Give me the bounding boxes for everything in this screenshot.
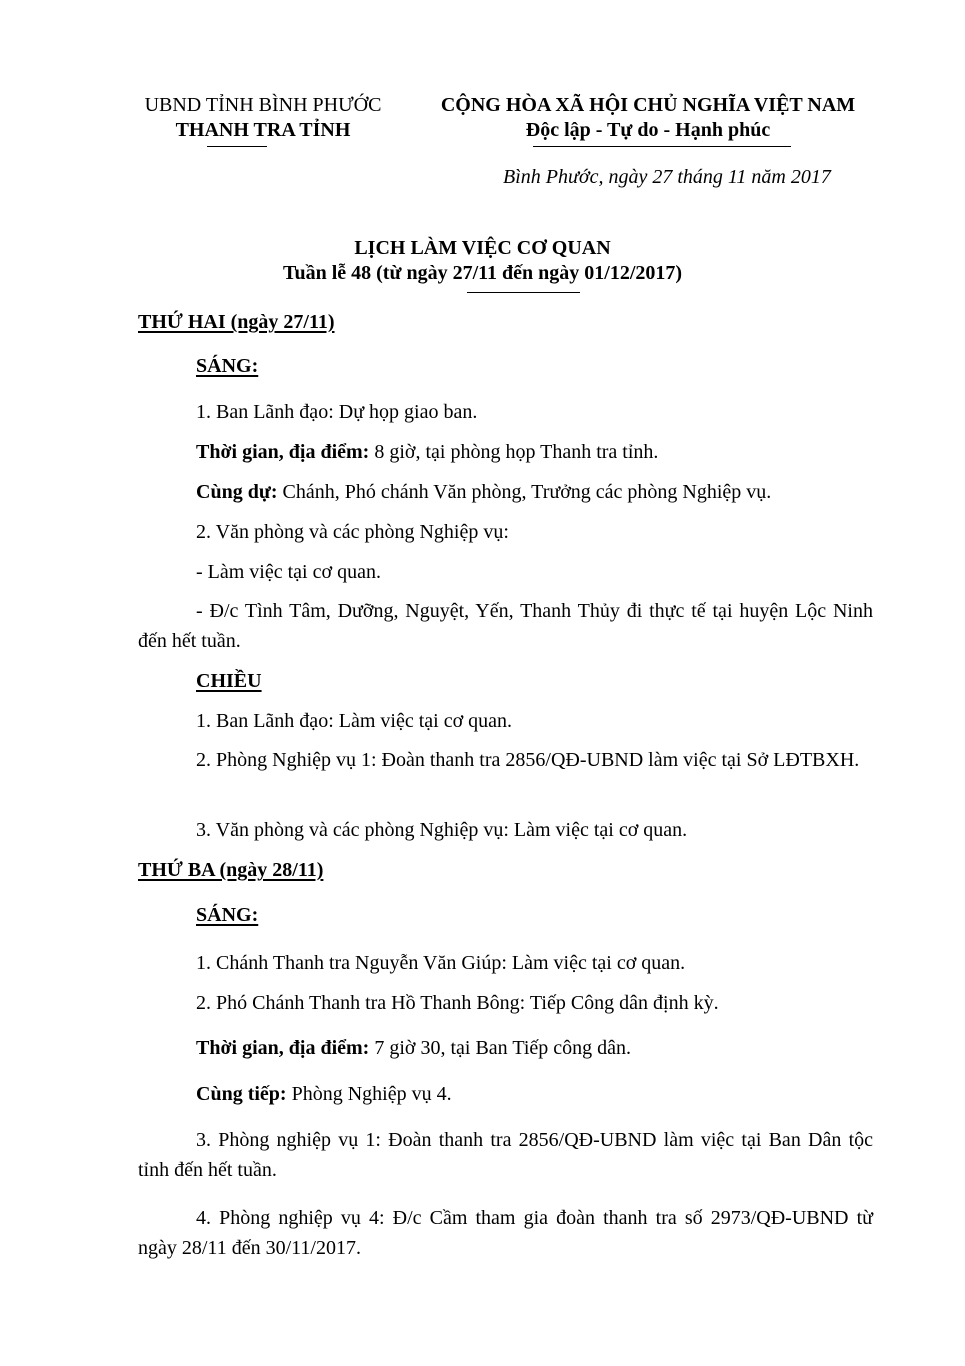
attend-label: Cùng tiếp: — [196, 1083, 287, 1105]
morning-label-tuesday: SÁNG: — [196, 904, 259, 926]
afternoon-label-monday: CHIỀU — [196, 670, 262, 692]
monday-morning-attend — [196, 481, 771, 504]
time-label: Thời gian, địa điểm: — [196, 441, 370, 463]
day-heading-tuesday: THỨ BA (ngày 28/11) — [138, 859, 324, 881]
morning-label-monday: SÁNG: — [196, 355, 259, 377]
motto-underline — [533, 146, 791, 147]
agency-name: THANH TRA TỈNH — [175, 119, 351, 141]
monday-morning-item2b: - Đ/c Tình Tâm, Dưỡng, Nguyệt, Yến, Thanh Thủy đi thực tế tại huyện Lộc Ninh đến hết tuần. — [138, 600, 873, 652]
national-title: CỘNG HÒA XÃ HỘI CHỦ NGHĨA VIỆT NAM — [440, 94, 856, 116]
monday-morning-item2a: - Làm việc tại cơ quan. — [196, 561, 381, 583]
agency-parent: UBND TỈNH BÌNH PHƯỚC — [144, 94, 382, 116]
attend-label: Cùng dự: — [196, 481, 278, 503]
tuesday-morning-time — [196, 1037, 631, 1060]
time-text: 8 giờ, tại phòng họp Thanh tra tỉnh. — [369, 441, 659, 463]
tuesday-morning-item3: 3. Phòng nghiệp vụ 1: Đoàn thanh tra 2856/QĐ-UBND làm việc tại Ban Dân tộc tỉnh đến hết tuần. — [138, 1129, 873, 1181]
monday-morning-item2: 2. Văn phòng và các phòng Nghiệp vụ: — [196, 521, 509, 543]
monday-morning-time — [196, 441, 658, 464]
place-date: Bình Phước, ngày 27 tháng 11 năm 2017 — [503, 166, 831, 188]
monday-morning-item1: 1. Ban Lãnh đạo: Dự họp giao ban. — [196, 401, 478, 423]
tuesday-morning-attend — [196, 1083, 452, 1106]
title-underline — [467, 292, 580, 293]
time-label: Thời gian, địa điểm: — [196, 1037, 370, 1059]
document-title: LỊCH LÀM VIỆC CƠ QUAN — [354, 237, 611, 259]
tuesday-morning-item4: 4. Phòng nghiệp vụ 4: Đ/c Cầm tham gia đoàn thanh tra số 2973/QĐ-UBND từ ngày 28/11 đến 30/11/2017. — [138, 1207, 873, 1259]
tuesday-morning-item1: 1. Chánh Thanh tra Nguyễn Văn Giúp: Làm việc tại cơ quan. — [196, 952, 686, 974]
attend-text: Chánh, Phó chánh Văn phòng, Trưởng các phòng Nghiệp vụ. — [277, 481, 772, 503]
attend-text: Phòng Nghiệp vụ 4. — [286, 1083, 452, 1105]
agency-underline — [207, 146, 267, 147]
monday-afternoon-item1: 1. Ban Lãnh đạo: Làm việc tại cơ quan. — [196, 710, 513, 732]
day-heading-monday: THỨ HAI (ngày 27/11) — [138, 311, 335, 333]
motto: Độc lập - Tự do - Hạnh phúc — [525, 119, 771, 141]
time-text: 7 giờ 30, tại Ban Tiếp công dân. — [369, 1037, 632, 1059]
monday-afternoon-item3: 3. Văn phòng và các phòng Nghiệp vụ: Làm việc tại cơ quan. — [196, 819, 688, 841]
document-subtitle: Tuần lễ 48 (từ ngày 27/11 đến ngày 01/12/2017) — [282, 262, 683, 284]
monday-afternoon-item2: 2. Phòng Nghiệp vụ 1: Đoàn thanh tra 2856/QĐ-UBND làm việc tại Sở LĐTBXH. — [196, 749, 860, 771]
tuesday-morning-item2: 2. Phó Chánh Thanh tra Hồ Thanh Bông: Tiếp Công dân định kỳ. — [196, 992, 719, 1014]
